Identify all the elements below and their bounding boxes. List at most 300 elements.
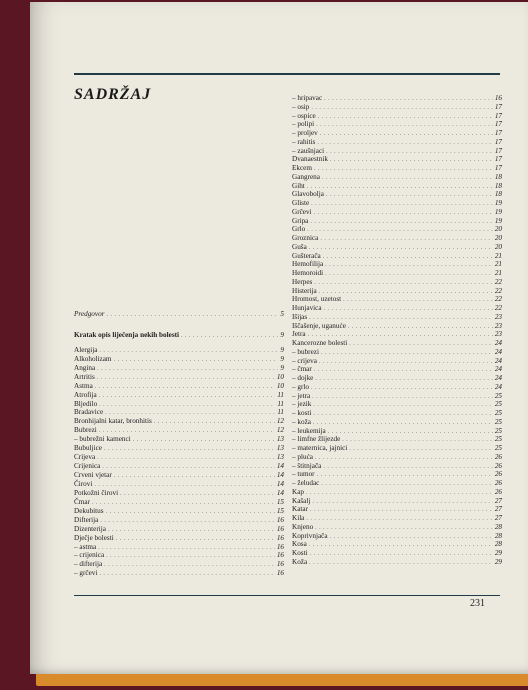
toc-entry-page: 17 [494, 102, 502, 111]
toc-entry [74, 560, 284, 569]
toc-entry-title: Crijenica [74, 462, 101, 471]
toc-entry [74, 382, 284, 391]
toc-entry-title: – jetra [292, 391, 311, 400]
dot-leader [324, 95, 493, 104]
toc-entry [292, 287, 502, 296]
dot-leader [312, 498, 492, 507]
toc-entry-title: – pluća [292, 452, 313, 461]
toc-entry [292, 304, 502, 313]
toc-entry-title: Dekubitus [74, 506, 104, 515]
toc-entry [74, 498, 284, 507]
toc-entry-page: 27 [494, 496, 502, 505]
toc-entry-title: – osip [292, 102, 310, 111]
toc-entry-title: Angina [74, 363, 96, 372]
toc-entry-title: Iščašenje, uganuće [292, 321, 346, 330]
toc-entry-title: – štitnjača [292, 461, 322, 470]
toc-entry-title: Grlo [292, 225, 306, 234]
dot-leader [309, 541, 493, 550]
toc-entry-title: Glavobolja [292, 190, 324, 199]
toc-entry-page: 14 [276, 479, 284, 488]
toc-entry-title: Bradavice [74, 408, 104, 417]
toc-entry-title: – ospice [292, 111, 316, 120]
toc-entry [292, 94, 502, 103]
toc-entry-title: Gripa [292, 216, 309, 225]
toc-entry [74, 346, 284, 355]
toc-entry-title: Knjeno [292, 522, 314, 531]
toc-entry [292, 409, 502, 418]
dot-leader [318, 113, 493, 122]
toc-entry-page: 25 [494, 435, 502, 444]
section-gap [74, 319, 284, 331]
toc-entry [74, 543, 284, 552]
toc-entry-page: 26 [494, 487, 502, 496]
toc-entry-title: – grlo [292, 382, 309, 391]
toc-entry-page: 29 [494, 557, 502, 566]
toc-entry-title: Groznica [292, 234, 319, 242]
toc-entry [292, 427, 502, 436]
dot-leader [323, 253, 493, 262]
toc-entry-page: 23 [494, 312, 502, 321]
dot-leader [104, 445, 275, 454]
toc-entry-title: – grčevi [74, 569, 98, 578]
dot-leader [312, 393, 493, 402]
dot-leader [323, 463, 492, 472]
toc-entry-page: 16 [276, 551, 284, 560]
toc-entry [74, 507, 284, 516]
toc-entry-page: 20 [494, 242, 502, 251]
dot-leader [99, 347, 278, 356]
toc-entry [292, 374, 502, 383]
toc-entry-page: 16 [276, 524, 284, 533]
toc-entry-title: Artritis [74, 372, 95, 381]
toc-entry-title: Hunjavica [292, 304, 322, 312]
dot-leader [310, 550, 493, 559]
toc-entry [292, 120, 502, 129]
dot-leader [102, 463, 274, 472]
toc-entry [292, 549, 502, 558]
dot-leader [154, 418, 275, 427]
toc-entry-title: – dojke [292, 374, 314, 382]
toc-entry-title: Dizenterija [74, 524, 106, 533]
toc-entry [292, 234, 502, 243]
toc-entry [292, 357, 502, 366]
toc-entry [74, 426, 284, 435]
toc-entry-page: 19 [494, 216, 502, 225]
toc-entry-page: 14 [276, 462, 284, 471]
toc-entry [292, 418, 502, 427]
toc-entry [292, 470, 502, 479]
toc-entry-title: Guša [292, 242, 307, 251]
toc-entry-page: 11 [277, 390, 284, 399]
toc-entry [74, 355, 284, 364]
toc-entry-page: 17 [494, 146, 502, 155]
toc-entry-title: Predgovor [74, 310, 105, 318]
dot-leader [311, 104, 492, 113]
toc-entry-page: 29 [494, 549, 502, 557]
dot-leader [342, 436, 493, 445]
toc-entry-title: Dvanaestnik [292, 155, 328, 164]
toc-entry-page: 13 [276, 444, 284, 453]
toc-entry-title: Crveni vjetar [74, 471, 112, 479]
toc-entry-page: 18 [494, 190, 502, 199]
dot-leader [306, 515, 492, 524]
toc-entry-page: 16 [276, 569, 284, 578]
toc-entry-title: Difterija [74, 515, 99, 524]
dot-leader [315, 524, 493, 533]
toc-entry [292, 103, 502, 112]
toc-entry-page: 25 [494, 417, 502, 426]
toc-entry [292, 225, 502, 234]
toc-entry-title: Giht [292, 181, 305, 190]
toc-entry-title: – astma [74, 542, 97, 551]
toc-entry-title: Gušterača [292, 251, 321, 260]
toc-entry [292, 164, 502, 173]
dot-leader [99, 392, 276, 401]
toc-entry-title: Hemoroidi [292, 269, 324, 277]
toc-entry-page: 16 [276, 560, 284, 569]
dot-leader [306, 489, 493, 498]
toc-entry [74, 516, 284, 525]
dot-leader [116, 535, 275, 544]
toc-entry-title: – koža [292, 417, 311, 426]
toc-entry-page: 12 [276, 417, 284, 426]
dot-leader [325, 270, 493, 279]
dot-leader [316, 121, 493, 130]
dot-leader [310, 506, 493, 515]
dot-leader [99, 570, 274, 579]
dot-leader [311, 200, 493, 209]
toc-entry-title: Kratak opis liječenja nekih bolesti [74, 330, 180, 339]
toc-entry-page: 17 [494, 111, 502, 120]
toc-entry [74, 408, 284, 417]
toc-entry [292, 383, 502, 392]
toc-entry [292, 540, 502, 549]
dot-leader [314, 165, 493, 174]
toc-entry-title: Hromost, uzetost [292, 295, 342, 304]
toc-entry [292, 138, 502, 147]
toc-entry [292, 190, 502, 199]
dot-leader [97, 365, 278, 374]
toc-entry [74, 417, 284, 426]
dot-leader [313, 410, 492, 419]
dot-leader [343, 296, 493, 305]
toc-entry-title: – maternica, jajnici [292, 444, 348, 452]
dot-leader [97, 374, 275, 383]
toc-entry [292, 173, 502, 182]
dot-leader [330, 156, 493, 165]
toc-entry-page: 25 [494, 426, 502, 435]
toc-entry [74, 569, 284, 578]
toc-entry-page: 25 [494, 409, 502, 417]
toc-entry-title: Kosti [292, 549, 308, 557]
toc-entry-page: 24 [494, 374, 502, 382]
toc-entry [74, 462, 284, 471]
toc-left-column [74, 310, 284, 578]
dot-leader [311, 384, 493, 393]
dot-leader [321, 480, 492, 489]
toc-entry-title: Koprivnjača [292, 531, 328, 540]
toc-entry-title: Kancerozne bolesti [292, 339, 348, 347]
toc-entry-title: – tumor [292, 470, 315, 479]
dot-leader [325, 261, 493, 270]
dot-leader [314, 279, 492, 288]
dot-leader [320, 235, 492, 244]
toc-entry-page: 26 [494, 470, 502, 479]
toc-entry [74, 525, 284, 534]
toc-entry-title: – jezik [292, 400, 312, 409]
toc-entry-title: Hemofilija [292, 260, 324, 269]
toc-entry-title: Bubuljice [74, 444, 102, 453]
toc-entry-title: Grčevi [292, 207, 312, 216]
toc-entry [74, 444, 284, 453]
toc-entry-title: Alergija [74, 345, 98, 354]
toc-entry-page: 23 [494, 330, 502, 339]
toc-entry-page: 19 [494, 207, 502, 216]
toc-entry-page: 17 [494, 129, 502, 137]
toc-entry-title: Gangrena [292, 172, 320, 181]
toc-entry-page: 18 [494, 172, 502, 181]
toc-entry [292, 129, 502, 138]
toc-entry-page: 17 [494, 155, 502, 164]
toc-entry-page: 11 [277, 408, 284, 417]
toc-entry-title: Ekcem [292, 164, 312, 172]
dot-leader [320, 130, 493, 139]
dot-leader [94, 481, 274, 490]
toc-entry-page: 27 [494, 514, 502, 522]
toc-entry [292, 295, 502, 304]
toc-right-column [292, 94, 502, 567]
dot-leader [108, 526, 275, 535]
dot-leader [349, 340, 493, 349]
toc-entry [292, 217, 502, 226]
toc-entry-page: 26 [494, 452, 502, 461]
dot-leader [114, 356, 279, 365]
dot-leader [98, 544, 275, 553]
toc-entry [74, 453, 284, 462]
toc-entry-title: Astma [74, 381, 93, 390]
toc-entry-title: Kašalj [292, 496, 311, 505]
dot-leader [317, 471, 493, 480]
dot-leader [314, 209, 493, 218]
toc-entry-title: – bubrezi [292, 347, 319, 356]
toc-entry-page: 22 [494, 304, 502, 312]
toc-entry [74, 534, 284, 543]
toc-entry-title: Alkoholizam [74, 354, 112, 363]
toc-entry-page: 9 [280, 363, 284, 372]
toc-entry-page: 13 [276, 435, 284, 444]
dot-leader [328, 428, 493, 437]
dot-leader [310, 218, 492, 227]
toc-entry-page: 9 [280, 345, 284, 354]
toc-entry [292, 488, 502, 497]
dot-leader [309, 559, 493, 568]
toc-entry [74, 480, 284, 489]
dot-leader [92, 499, 275, 508]
toc-entry-title: Išijas [292, 312, 308, 321]
toc-entry [292, 558, 502, 567]
dot-leader [99, 401, 275, 410]
toc-entry-page: 16 [494, 94, 502, 102]
toc-entry-page: 22 [494, 295, 502, 304]
toc-entry [292, 182, 502, 191]
dot-leader [348, 323, 493, 332]
toc-entry-title: Kila [292, 514, 305, 522]
dot-leader [322, 174, 493, 183]
toc-entry [292, 514, 502, 523]
toc-entry [74, 391, 284, 400]
toc-entry-title: – polipi [292, 120, 315, 129]
toc-entry [292, 462, 502, 471]
toc-entry-page: 11 [277, 399, 284, 408]
toc-entry [74, 400, 284, 409]
dot-leader [313, 419, 493, 428]
toc-entry [292, 278, 502, 287]
toc-entry-page: 24 [494, 347, 502, 356]
toc-entry-page: 12 [276, 426, 284, 435]
toc-entry-page: 20 [494, 225, 502, 234]
toc-entry [292, 269, 502, 278]
toc-entry-page: 9 [280, 354, 284, 363]
dot-leader [120, 490, 275, 499]
toc-entry-page: 14 [276, 471, 284, 479]
dot-leader [309, 244, 493, 253]
toc-entry-title: Crijeva [74, 453, 96, 462]
toc-entry-page: 16 [276, 533, 284, 542]
toc-entry-page: 28 [494, 522, 502, 531]
toc-entry-page: 28 [494, 531, 502, 540]
dot-leader [307, 183, 493, 192]
toc-entry-page: 16 [276, 515, 284, 524]
toc-entry-title: Herpes [292, 277, 313, 286]
toc-entry-page: 17 [494, 164, 502, 172]
toc-entry-page: 21 [494, 251, 502, 260]
dot-leader [95, 383, 275, 392]
toc-entry-page: 20 [494, 234, 502, 242]
toc-entry [74, 373, 284, 382]
toc-entry-title: – rahitis [292, 137, 316, 146]
dot-leader [326, 148, 493, 157]
toc-entry [292, 479, 502, 488]
toc-entry [292, 155, 502, 164]
dot-leader [97, 454, 275, 463]
toc-entry [74, 435, 284, 444]
toc-entry-title: – proljev [292, 129, 318, 137]
toc-entry-title: – čmar [292, 365, 312, 374]
toc-entry-title: – hripavac [292, 94, 323, 102]
toc-entry [292, 400, 502, 409]
toc-entry [292, 313, 502, 322]
toc-entry-page: 27 [494, 505, 502, 514]
toc-entry-page: 18 [494, 181, 502, 190]
toc-entry-title: – želudac [292, 479, 320, 487]
toc-entry-title: – kosti [292, 409, 312, 417]
toc-entry-page: 19 [494, 199, 502, 207]
toc-entry [292, 199, 502, 208]
toc-entry [292, 322, 502, 331]
toc-entry [292, 330, 502, 339]
dot-leader [321, 349, 493, 358]
toc-entry-title: – bubrežni kamenci [74, 435, 131, 444]
toc-entry-title: – crijeva [292, 356, 317, 365]
dot-leader [181, 332, 278, 341]
toc-entry-page: 23 [494, 321, 502, 330]
toc-entry [292, 112, 502, 121]
toc-entry-page: 10 [276, 381, 284, 390]
toc-entry-page: 25 [494, 391, 502, 400]
toc-entry-title: Bljedilo [74, 399, 98, 408]
toc-entry-page: 24 [494, 339, 502, 347]
page-number: 231 [470, 598, 485, 609]
toc-entry [74, 364, 284, 373]
toc-entry-page: 5 [280, 310, 284, 318]
top-rule [74, 73, 500, 75]
toc-entry [292, 147, 502, 156]
toc-entry [292, 392, 502, 401]
toc-entry-page: 24 [494, 382, 502, 391]
toc-entry-title: Bronhijalni katar, bronhitis [74, 417, 152, 426]
bottom-rule [74, 595, 500, 596]
dot-leader [313, 401, 492, 410]
toc-entry-title: Katar [292, 505, 308, 514]
toc-entry-title: Atrofija [74, 390, 97, 399]
toc-entry [74, 489, 284, 498]
toc-entry [292, 260, 502, 269]
dot-leader [349, 445, 493, 454]
dot-leader [315, 375, 492, 384]
toc-entry-title: – limfne žlijezde [292, 435, 341, 444]
toc-entry-page: 17 [494, 120, 502, 129]
toc-entry [292, 532, 502, 541]
toc-entry-page: 22 [494, 286, 502, 295]
toc-entry-title: Histerija [292, 286, 317, 295]
toc-entry-title: – crijenica [74, 551, 105, 560]
toc-entry [74, 310, 284, 319]
dot-leader [106, 311, 278, 320]
toc-entry [292, 365, 502, 374]
dot-leader [106, 552, 275, 561]
dot-leader [330, 533, 493, 542]
toc-entry-title: Jetra [292, 330, 306, 339]
toc-entry-page: 10 [276, 372, 284, 381]
dot-leader [114, 472, 275, 481]
toc-entry-title: Gliste [292, 199, 310, 207]
toc-entry [74, 471, 284, 480]
toc-entry [292, 243, 502, 252]
page-title: SADRŽAJ [74, 86, 152, 103]
toc-entry [292, 339, 502, 348]
toc-entry-page: 15 [276, 497, 284, 506]
toc-entry-title: Dječje bolesti [74, 533, 114, 542]
toc-entry [292, 435, 502, 444]
dot-leader [106, 508, 275, 517]
dot-leader [133, 436, 275, 445]
dot-leader [100, 517, 274, 526]
toc-entry-title: – zaušnjaci [292, 146, 325, 155]
toc-entry-page: 21 [494, 269, 502, 277]
toc-entry-title: Čmar [74, 497, 90, 506]
toc-entry-page: 16 [276, 542, 284, 551]
dot-leader [326, 191, 493, 200]
dot-leader [315, 454, 493, 463]
toc-entry-title: – leukemija [292, 426, 326, 435]
toc-entry [292, 348, 502, 357]
dot-leader [307, 226, 493, 235]
toc-entry-title: Potkožni čirovi [74, 488, 119, 497]
toc-entry-page: 14 [276, 488, 284, 497]
toc-entry [292, 505, 502, 514]
toc-entry-title: Kap [292, 487, 304, 496]
toc-entry-page: 25 [494, 444, 502, 452]
